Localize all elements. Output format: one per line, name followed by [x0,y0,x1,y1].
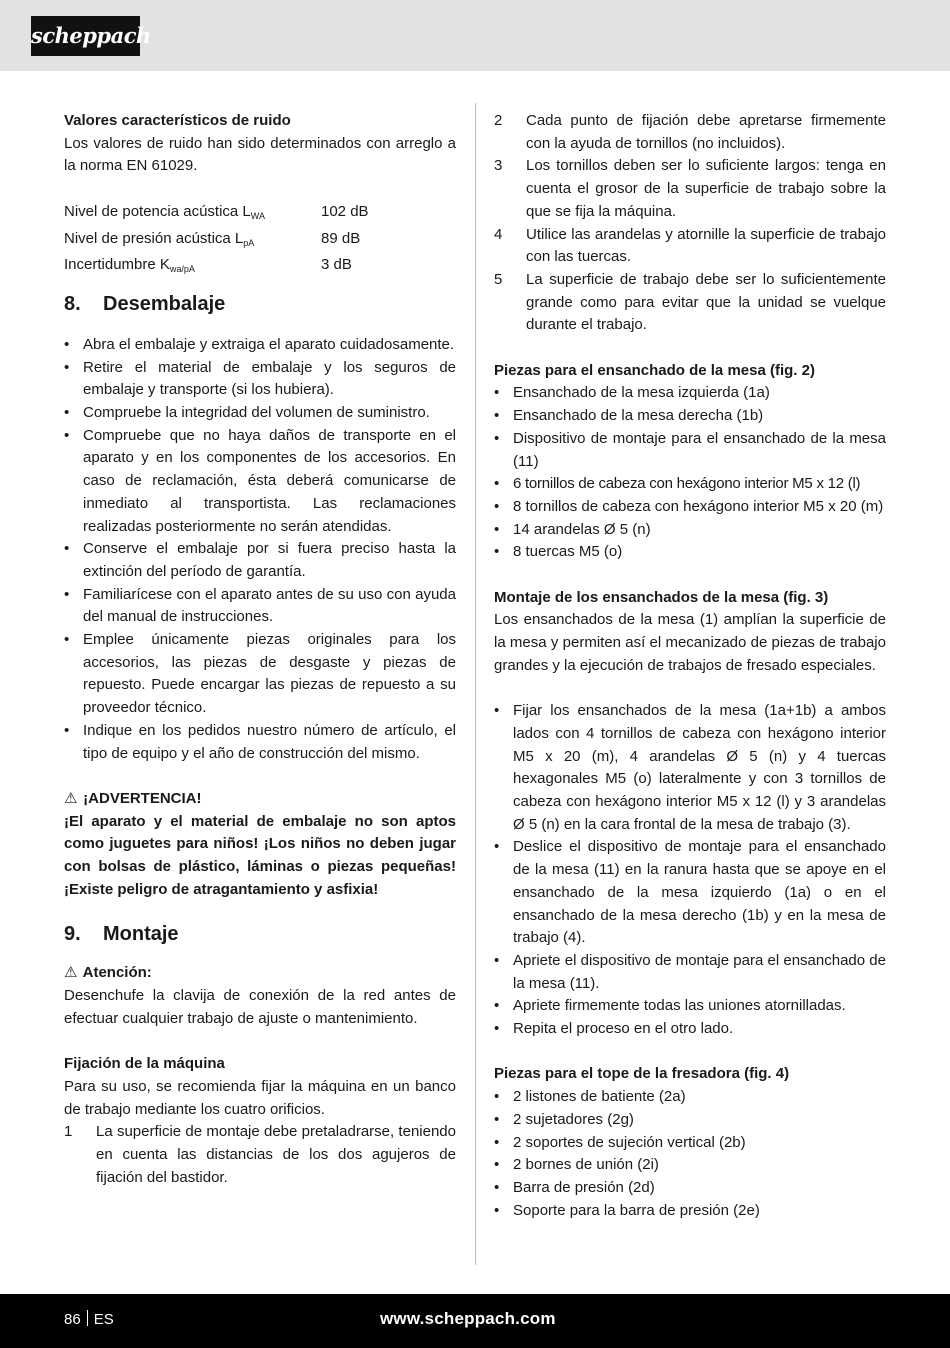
section-9-heading [64,920,456,948]
warning-triangle-icon: ⚠ [64,789,78,807]
numbered-item [494,224,886,269]
parts-list [494,382,886,564]
spec-value: 102 dB [321,202,369,220]
list-item: • 2 soportes de sujeción vertical (2b) [494,1132,886,1155]
list-item: • Apriete el dispositivo de montaje para el ensanchado de la mesa (11). [494,950,886,995]
list-item: • 8 tornillos de cabeza con hexágono interior M5 x 20 (m) [494,496,886,519]
scheppach-logo: scheppach [31,16,140,56]
attention-heading [64,962,456,985]
website-link[interactable]: www.scheppach.com [380,1309,556,1328]
warning-text: ¡El aparato y el material de embalaje no son aptos como juguetes para niños! ¡Los niños no deben jugar con bolsas de plástico, láminas o piezas pequeñas! ¡Existe peligro de atragantamiento y asfixia! [64,812,456,898]
list-item: • Repita el proceso en el otro lado. [494,1018,886,1041]
list-item: • 8 tuercas M5 (o) [494,541,886,564]
step-number: 2 [494,112,503,129]
column-divider [475,103,476,1265]
list-item: • Conserve el embalaje por si fuera preciso hasta la extinción del período de garantía. [64,538,456,583]
section-8-heading [64,290,456,318]
list-item: • 14 arandelas Ø 5 (n) [494,519,886,542]
page-indicator [64,1310,114,1330]
list-item: • Ensanchado de la mesa izquierda (1a) [494,382,886,405]
spec-row [64,254,456,281]
section-title: Montaje [103,923,179,946]
list-item: • 2 listones de batiente (2a) [494,1086,886,1109]
warning-title: ¡ADVERTENCIA! [83,789,202,807]
list-item: • Deslice el dispositivo de montaje para el ensanchado de la mesa (11) en la ranura hasta que se apoye en el ensanchado de la mesa izquierdo (1a) o en el ensanchado de la mesa derecho (1b) y en la mesa de trabajo (4). [494,836,886,950]
list-item: • 2 bornes de unión (2i) [494,1154,886,1177]
step-text: La superficie de trabajo debe ser lo suficientemente grande como para evitar que la unidad se vuelque durante el trabajo. [526,270,886,334]
list-item: • Ensanchado de la mesa derecha (1b) [494,405,886,428]
fixation-steps [64,1121,456,1189]
section-number: 9. [64,923,81,946]
language-code: ES [93,1311,114,1328]
numbered-item [494,269,886,337]
parts-title: Piezas para el ensanchado de la mesa (fig. 2) [494,361,815,379]
step-number: 4 [494,225,503,243]
spec-sub: WA [250,210,265,221]
warning-triangle-icon: ⚠ [64,964,78,982]
stop-title: Piezas para el tope de la fresadora (fig. 4) [494,1065,790,1083]
list-item: • Soporte para la barra de presión (2e) [494,1200,886,1223]
spec-row [64,228,456,255]
section-number: 8. [64,292,81,315]
assembly-intro: Los ensanchados de la mesa (1) amplían la superficie de la mesa y permiten así el mecanizado de piezas de trabajo grandes y la ejecución de trabajos de fresado especiales. [494,611,886,674]
step-text: La superficie de montaje debe pretaladrarse, teniendo en cuenta las distancias de los dos agujeros de fijación del bastidor. [96,1123,456,1186]
numbered-item [494,155,886,223]
footer-bar [0,1294,950,1348]
list-item: • Compruebe que no haya daños de transporte en el aparato y en los componentes de los accesorios. En caso de reclamación, ésta deberá comunicarse de inmediato al transportista. Las reclamaciones realizadas posteriormente no serán atendidas. [64,425,456,539]
step-text: Los tornillos deben ser lo suficiente largos: tenga en cuenta el grosor de la superficie de trabajo sobre la que se fija la máquina. [526,157,886,220]
assembly-title: Montaje de los ensanchados de la mesa (fig. 3) [494,588,829,606]
spec-value: 89 dB [321,229,361,247]
list-item: • Retire el material de embalaje y los seguros de embalaje y transporte (si los hubiera). [64,357,456,402]
assembly-list [494,700,886,1041]
noise-intro: Los valores de ruido han sido determinados con arreglo a la norma EN 61029. [64,134,456,175]
list-item: • Fijar los ensanchados de la mesa (1a+1b) a ambos lados con 4 tornillos de cabeza con hexágono interior M5 x 20 (m), 4 arandelas Ø 5 (n) y 4 tuercas hexagonales M5 (o) lateralmente y con 3 tornillos de cabeza con hexágono interior M5 x 12 (l) y 3 arandelas Ø 5 (n) en la cara frontal de la mesa de trabajo (3). [494,700,886,836]
unpacking-list [64,334,456,765]
list-item: • 6 tornillos de cabeza con hexágono interior M5 x 12 (l) [494,473,886,496]
left-column [64,110,456,1189]
stop-parts-list [494,1086,886,1222]
footer-separator [87,1310,88,1326]
step-text: Cada punto de fijación debe apretarse firmemente con la ayuda de tornillos (no incluidos). [526,112,886,152]
step-number: 3 [494,157,503,175]
list-item: • 2 sujetadores (2g) [494,1109,886,1132]
list-item: • Familiarícese con el aparato antes de su uso con ayuda del manual de instrucciones. [64,584,456,629]
numbered-item [64,1121,456,1189]
warning-heading [64,788,456,811]
list-item: • Dispositivo de montaje para el ensanchado de la mesa (11) [494,428,886,473]
list-item: • Abra el embalaje y extraiga el aparato cuidadosamente. [64,334,456,357]
page-number: 86 [64,1311,81,1328]
section-title: Desembalaje [103,292,226,315]
fixation-steps-continued [494,110,886,337]
attention-title: Atención: [82,964,152,982]
right-column [494,110,886,1222]
fixation-title: Fijación de la máquina [64,1055,225,1073]
spec-label: Nivel de potencia acústica L [64,202,251,220]
spec-sub: wa/pA [169,264,195,275]
spec-row [64,201,456,228]
attention-text: Desenchufe la clavija de conexión de la red antes de efectuar cualquier trabajo de ajuste o mantenimiento. [64,987,456,1027]
step-number: 5 [494,270,503,288]
noise-title: Valores característicos de ruido [64,112,291,129]
step-text: Utilice las arandelas y atornille la superficie de trabajo con las tuercas. [526,225,886,266]
step-number: 1 [64,1123,73,1141]
numbered-item [494,110,886,155]
spec-sub: pA [243,237,255,248]
list-item: • Emplee únicamente piezas originales para los accesorios, las piezas de desgaste y piezas de repuesto. Puede encargar las piezas de repuesto a su proveedor técnico. [64,629,456,720]
list-item: • Barra de presión (2d) [494,1177,886,1200]
list-item: • Indique en los pedidos nuestro número de artículo, el tipo de equipo y el año de construcción del mismo. [64,720,456,765]
fixation-intro: Para su uso, se recomienda fijar la máquina en un banco de trabajo mediante los cuatro orificios. [64,1077,456,1118]
spec-label: Nivel de presión acústica L [64,229,244,247]
spec-label: Incertidumbre K [64,256,170,274]
list-item: • Compruebe la integridad del volumen de suministro. [64,402,456,425]
list-item: • Apriete firmemente todas las uniones atornilladas. [494,995,886,1018]
spec-value: 3 dB [321,256,352,274]
